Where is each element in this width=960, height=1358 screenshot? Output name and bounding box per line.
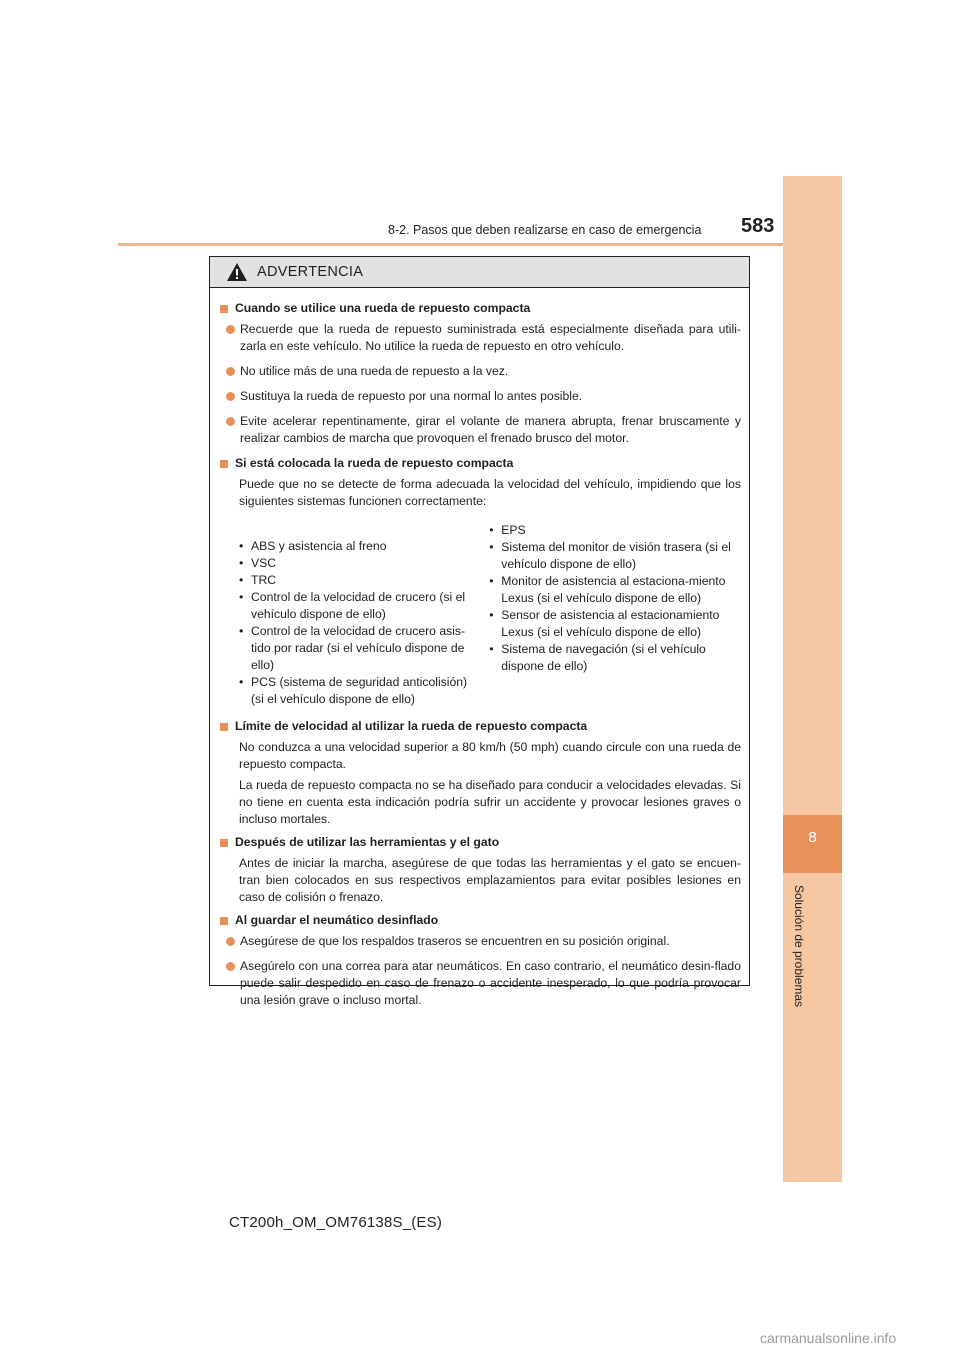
systems-list-right <box>489 522 741 708</box>
section-heading: Cuando se utilice una rueda de repuesto compacta <box>220 300 741 317</box>
square-bullet-icon <box>220 723 228 731</box>
dot-bullet-icon <box>226 392 235 401</box>
bullet-item: Asegúrese de que los respaldos traseros se encuentren en su posición original. <box>226 933 741 950</box>
watermark: carmanualsonline.info <box>760 1330 897 1346</box>
list-item: • VSC <box>239 555 479 572</box>
page-number: 583 <box>741 215 775 237</box>
chapter-title: Solución de problemas <box>792 884 806 1008</box>
bullet-item: No utilice más de una rueda de repuesto a la vez. <box>226 363 741 380</box>
warning-header <box>210 257 749 288</box>
bullet-item: Asegúrelo con una correa para atar neumáticos. En caso contrario, el neumático desin-flado puede salir despedido en caso de frenazo o accidente inesperado, lo que podría provocar una lesión grave o incluso mortal. <box>226 958 741 1009</box>
section-title: 8-2. Pasos que deben realizarse en caso de emergencia <box>388 223 702 237</box>
square-bullet-icon <box>220 839 228 847</box>
section-heading: Después de utilizar las herramientas y el gato <box>220 834 741 851</box>
section-paragraph: No conduzca a una velocidad superior a 80 km/h (50 mph) cuando circule con una rueda de repuesto compacta. <box>239 740 741 771</box>
bullet-item: Evite acelerar repentinamente, girar el volante de manera abrupta, frenar bruscamente y realizar cambios de marcha que provoquen el frenado brusco del motor. <box>226 413 741 447</box>
warning-box <box>209 256 750 1007</box>
warning-triangle-icon <box>226 262 248 282</box>
list-item: • ABS y asistencia al freno <box>239 538 479 555</box>
list-item: • TRC <box>239 572 479 589</box>
bullet-item: Recuerde que la rueda de repuesto suministrada está especialmente diseñada para utili-zarla en este vehículo. No utilice la rueda de repuesto en otro vehículo. <box>226 321 741 355</box>
header-rule <box>118 243 783 246</box>
section-heading: Si está colocada la rueda de repuesto compacta <box>220 455 741 472</box>
chapter-number: 8 <box>808 829 817 846</box>
systems-list-left <box>239 522 479 708</box>
section-heading: Límite de velocidad al utilizar la rueda de repuesto compacta <box>220 718 741 735</box>
dot-bullet-icon <box>226 325 235 334</box>
dot-bullet-icon <box>226 937 235 946</box>
bullet-item: Sustituya la rueda de repuesto por una normal lo antes posible. <box>226 388 741 405</box>
list-item: • Sistema de navegación (si el vehículo dispone de ello) <box>489 641 741 675</box>
list-item: • PCS (sistema de seguridad anticolisión) (si el vehículo dispone de ello) <box>239 674 479 708</box>
list-item: • Sensor de asistencia al estacionamiento Lexus (si el vehículo dispone de ello) <box>489 607 741 641</box>
list-item: • Control de la velocidad de crucero asis-tido por radar (si el vehículo dispone de ello) <box>239 623 479 674</box>
warning-title: ADVERTENCIA <box>257 264 364 280</box>
systems-list <box>239 522 741 708</box>
list-item: • Control de la velocidad de crucero (si el vehículo dispone de ello) <box>239 589 479 623</box>
document-code: CT200h_OM_OM76138S_(ES) <box>229 1214 443 1231</box>
list-item: • EPS <box>489 522 741 539</box>
dot-bullet-icon <box>226 417 235 426</box>
section-paragraph: Puede que no se detecte de forma adecuada la velocidad del vehículo, impidiendo que los siguientes sistemas funcionen correctamente: <box>239 477 741 508</box>
section-paragraph: Antes de iniciar la marcha, asegúrese de que todas las herramientas y el gato se encuen-tran bien colocados en sus respectivos emplazamientos para evitar posibles lesiones en caso de colisión o frenazo. <box>239 856 741 904</box>
dot-bullet-icon <box>226 962 235 971</box>
chapter-side-tab <box>783 176 842 1182</box>
section-heading: Al guardar el neumático desinflado <box>220 912 741 929</box>
warning-body <box>210 288 749 1009</box>
dot-bullet-icon <box>226 367 235 376</box>
square-bullet-icon <box>220 917 228 925</box>
section-paragraph: La rueda de repuesto compacta no se ha diseñado para conducir a velocidades elevadas. Si no tiene en cuenta esta indicación podría sufrir un accidente y provocar lesiones graves o incluso mortales. <box>239 778 741 826</box>
list-item: • Sistema del monitor de visión trasera (si el vehículo dispone de ello) <box>489 539 741 573</box>
square-bullet-icon <box>220 305 228 313</box>
square-bullet-icon <box>220 460 228 468</box>
list-item: • Monitor de asistencia al estaciona-miento Lexus (si el vehículo dispone de ello) <box>489 573 741 607</box>
